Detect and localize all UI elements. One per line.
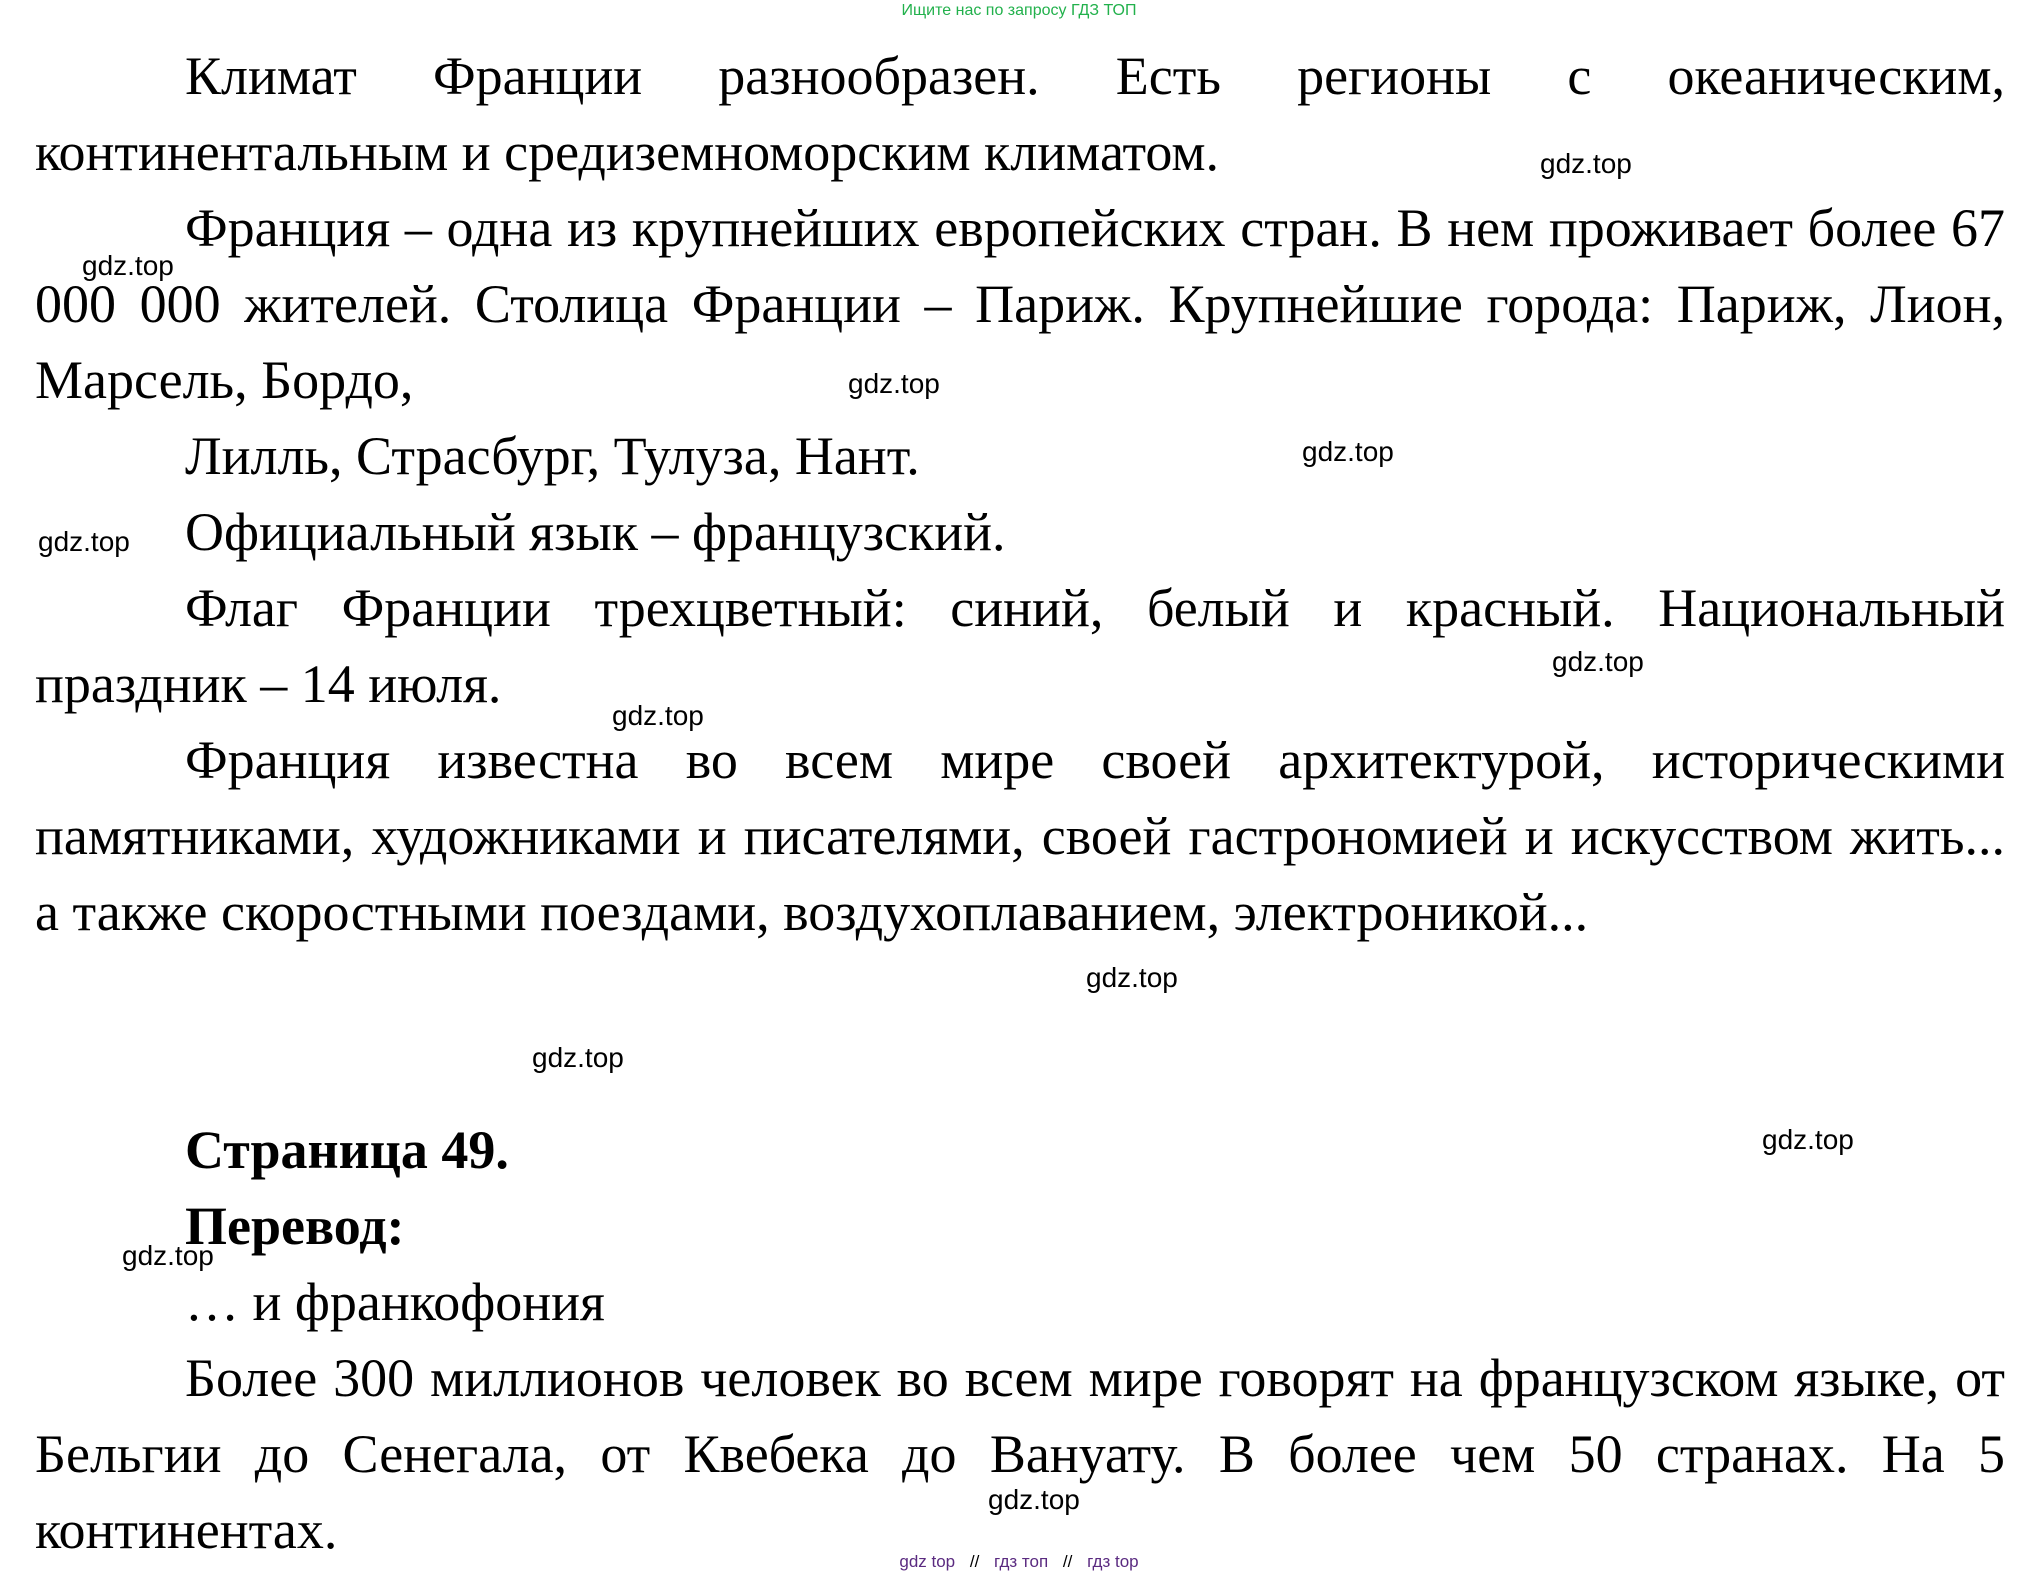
- watermark: gdz.top: [848, 368, 940, 399]
- paragraph-language: Официальный язык – французский.: [185, 502, 1006, 562]
- document-body: [35, 38, 2005, 1568]
- watermark: gdz.top: [1540, 148, 1632, 179]
- section-spacer: [35, 950, 2005, 1112]
- watermark: gdz.top: [612, 700, 704, 731]
- watermark: gdz.top: [532, 1042, 624, 1073]
- paragraph-flag: Флаг Франции трехцветный: синий, белый и красный. Национальный праздник – 14 июля.: [35, 578, 2005, 714]
- watermark: gdz.top: [1302, 436, 1394, 467]
- footer-separator: //: [1062, 1552, 1073, 1571]
- translation-heading: Перевод:: [185, 1196, 405, 1256]
- watermark: gdz.top: [38, 526, 130, 557]
- page-heading: Страница 49.: [185, 1120, 509, 1180]
- footer-separator: //: [969, 1552, 980, 1571]
- paragraph-population: Франция – одна из крупнейших европейских стран. В нем проживает более 67 000 000 жителей. Столица Франции – Париж. Крупнейшие города: Париж, Лион, Марсель, Бордо,: [35, 198, 2005, 410]
- watermark: gdz.top: [988, 1484, 1080, 1515]
- paragraph-climate: Климат Франции разнообразен. Есть регионы с океаническим, континентальным и средиземноморским климатом.: [35, 46, 2005, 182]
- paragraph-francophonie: Более 300 миллионов человек во всем мире говорят на французском языке, от Бельгии до Сенегала, от Квебека до Вануату. В более чем 50 странах. На 5 континентах.: [35, 1348, 2005, 1560]
- watermark: gdz.top: [122, 1240, 214, 1271]
- footer-link-gdz-top-mixed[interactable]: гдз top: [1087, 1552, 1139, 1571]
- top-banner[interactable]: Ищите нас по запросу ГДЗ ТОП: [901, 2, 1137, 19]
- watermark: gdz.top: [1552, 646, 1644, 677]
- footer-links: [0, 1552, 2038, 1572]
- footer-link-gdz-top-cyrillic[interactable]: гдз топ: [994, 1552, 1049, 1571]
- subtitle-francophonie: … и франкофония: [185, 1272, 605, 1332]
- paragraph-famous: Франция известна во всем мире своей архитектурой, историческими памятниками, художниками и писателями, своей гастрономией и искусством жить... а также скоростными поездами, воздухоплаванием, электроникой...: [35, 730, 2005, 942]
- watermark: gdz.top: [1086, 962, 1178, 993]
- footer-link-gdz-top[interactable]: gdz top: [899, 1552, 956, 1571]
- watermark: gdz.top: [1762, 1124, 1854, 1155]
- watermark: gdz.top: [82, 250, 174, 281]
- paragraph-cities: Лилль, Страсбург, Тулуза, Нант.: [185, 426, 920, 486]
